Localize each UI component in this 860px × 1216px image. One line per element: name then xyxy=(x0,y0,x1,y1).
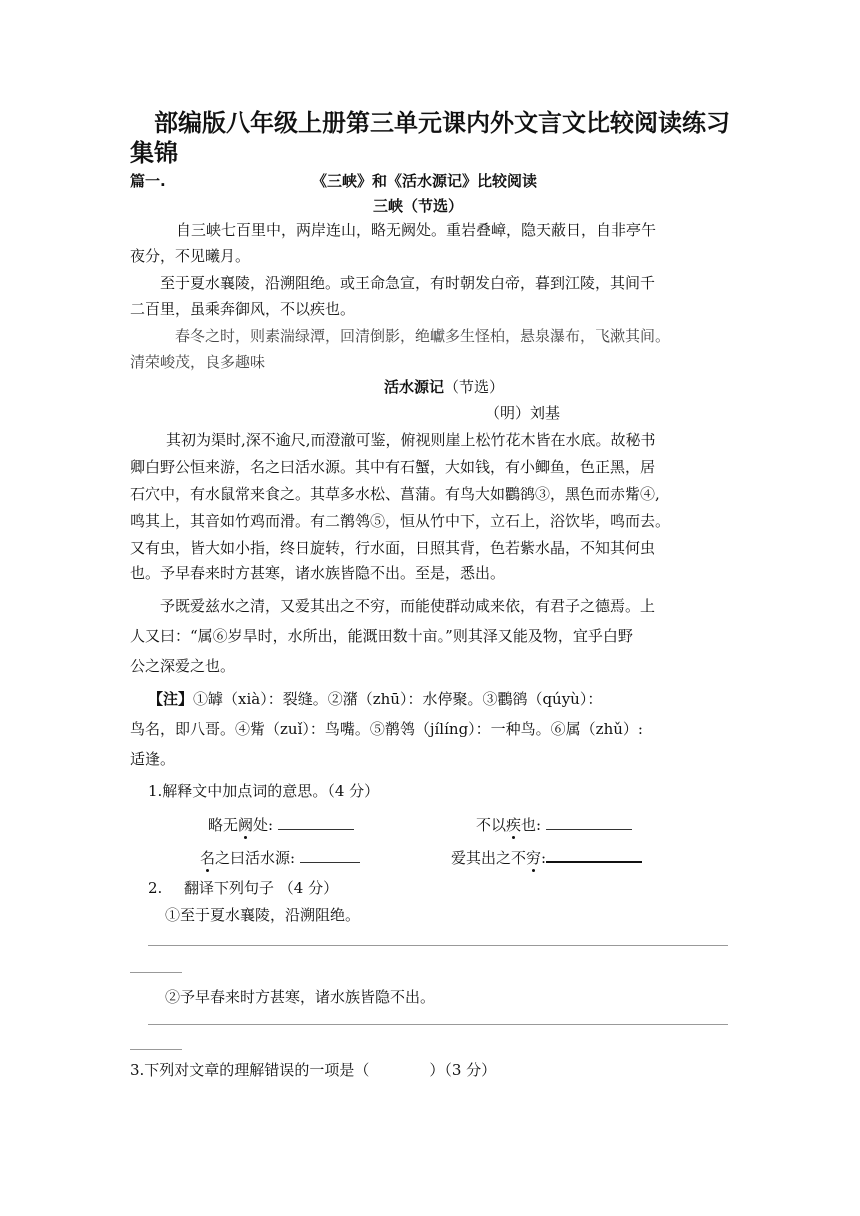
q1-a-dotted-char: 阙 xyxy=(238,816,254,834)
note-line2: 鸟名，即八哥。④觜（zuǐ）：鸟嘴。⑤鹡鸰（jílíng）：一种鸟。⑥属（zhǔ）: xyxy=(130,720,643,738)
q1-c-answer-blank[interactable] xyxy=(300,848,360,863)
sanxia-p1-line1: 自三峡七百里中，两岸连山，略无阙处。重岩叠嶂，隐天蔽日，自非亭午 xyxy=(176,221,657,239)
q1-item-a xyxy=(208,812,354,838)
sanxia-p1-line2: 夜分，不见曦月。 xyxy=(130,247,251,265)
q1-a-answer-blank[interactable] xyxy=(278,815,354,830)
q2-sentence-1: ①至于夏水襄陵，沿溯阻绝。 xyxy=(165,906,361,924)
q1-d-post: : xyxy=(541,849,547,867)
q1-item-b xyxy=(476,812,632,838)
huoshui-line-8: 人又曰：“属⑥岁旱时，水所出，能溉田数十亩。”则其泽又能及物，宜乎白野 xyxy=(130,627,633,645)
huoshui-line-9: 公之深爱之也。 xyxy=(130,657,236,675)
note-text-1: ①罅（xià）：裂缝。②潴（zhū）：水停聚。③鸜鹆（qúyù）： xyxy=(193,690,603,708)
question-2-number: 2. xyxy=(148,879,163,897)
huoshui-line-6: 也。予早春来时方甚寒，诸水族皆隐不出。至是，悉出。 xyxy=(130,564,506,582)
q2-answer-line-1[interactable] xyxy=(148,945,728,946)
q2-answer-line-1-cont[interactable] xyxy=(130,972,182,973)
q1-c-post: 之曰活水源: xyxy=(215,849,296,867)
q1-b-answer-blank[interactable] xyxy=(546,815,632,830)
q1-c-dotted-char: 名 xyxy=(200,849,216,867)
q2-sentence-2: ②予早春来时方甚寒，诸水族皆隐不出。 xyxy=(165,988,436,1006)
question-3: 3.下列对文章的理解错误的一项是（ ）（3 分） xyxy=(130,1061,497,1079)
page-title-line2: 集锦 xyxy=(130,139,178,167)
q1-item-d xyxy=(451,845,642,871)
note-line3: 适逢。 xyxy=(130,750,176,768)
q1-item-c xyxy=(200,845,360,871)
q1-b-pre: 不以 xyxy=(476,816,507,834)
sanxia-p2-line2: 二百里，虽乘奔御风，不以疾也。 xyxy=(130,300,356,318)
huoshui-line-1: 其初为渠时,深不逾尺,而澄澈可鉴，俯视则崖上松竹花木皆在水底。故秘书 xyxy=(166,431,656,449)
q1-a-pre: 略无 xyxy=(208,816,239,834)
note-label: 【注】 xyxy=(148,690,194,708)
sanxia-title: 三峡（节选） xyxy=(373,197,464,215)
question-1: 1.解释文中加点词的意思。（4 分） xyxy=(148,782,380,800)
sanxia-p3-line2: 清荣峻茂，良多趣味 xyxy=(130,353,266,371)
huoshui-title-suffix: （节选） xyxy=(444,378,505,396)
q1-d-pre: 爱其出之不 xyxy=(451,849,527,867)
q1-d-answer-blank[interactable] xyxy=(546,847,642,863)
huoshui-author: （明）刘基 xyxy=(485,404,561,422)
sanxia-p3-line1: 春冬之时，则素湍绿潭，回清倒影，绝巘多生怪柏，悬泉瀑布，飞漱其间。 xyxy=(175,327,671,345)
q2-answer-line-2[interactable] xyxy=(148,1024,728,1025)
huoshui-line-3: 石穴中，有水鼠常来食之。其草多水松、菖蒲。有鸟大如鸜鹆③，黑色而赤觜④, xyxy=(130,485,660,503)
note-line1 xyxy=(148,686,602,712)
q1-a-post: 处: xyxy=(253,816,274,834)
section-label: 篇一. xyxy=(130,172,166,190)
huoshui-line-2: 卿白野公恒来游，名之曰活水源。其中有石蟹，大如钱，有小鲫鱼，色正黑，居 xyxy=(130,458,656,476)
question-2: 翻译下列句子 （4 分） xyxy=(184,879,339,897)
q1-b-dotted-char: 疾 xyxy=(506,816,522,834)
page-title-line1: 部编版八年级上册第三单元课内外文言文比较阅读练习 xyxy=(154,109,730,137)
sanxia-p2-line1: 至于夏水襄陵，沿溯阻绝。或王命急宣，有时朝发白帝，暮到江陵，其间千 xyxy=(160,274,656,292)
huoshui-line-7: 予既爱兹水之清，又爱其出之不穷，而能使群动咸来依，有君子之德焉。上 xyxy=(160,597,656,615)
q1-d-dotted-char: 穷 xyxy=(526,849,542,867)
section-heading: 《三峡》和《活水源记》比较阅读 xyxy=(312,172,538,190)
q1-b-post: 也: xyxy=(521,816,542,834)
q2-answer-line-2-cont[interactable] xyxy=(130,1049,182,1050)
huoshui-line-5: 又有虫，皆大如小指，终日旋转，行水面，日照其背，色若紫水晶，不知其何虫 xyxy=(130,539,656,557)
huoshui-line-4: 鸣其上，其音如竹鸡而滑。有二鹡鸰⑤，恒从竹中下，立石上，浴饮毕，鸣而去。 xyxy=(130,512,671,530)
huoshui-title: 活水源记 xyxy=(384,378,445,396)
huoshui-title-row xyxy=(384,376,504,397)
